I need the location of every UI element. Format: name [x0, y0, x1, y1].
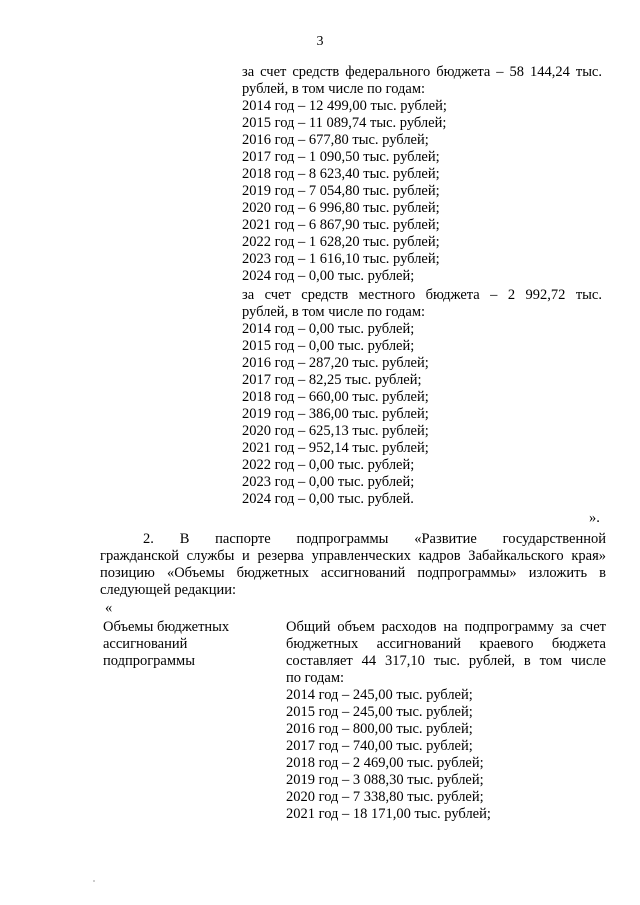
table-right-line-1: Общий объем расходов на подпрограмму за счет [286, 619, 606, 635]
table-left-label-3: подпрограммы [103, 653, 195, 669]
local-budget-line-2: рублей, в том числе по годам: [242, 304, 426, 320]
federal-year-2014: 2014 год – 12 499,00 тыс. рублей; [242, 98, 447, 114]
federal-budget-line-2: рублей, в том числе по годам: [242, 81, 426, 97]
federal-year-2021: 2021 год – 6 867,90 тыс. рублей; [242, 217, 440, 233]
federal-year-2020: 2020 год – 6 996,80 тыс. рублей; [242, 200, 440, 216]
local-year-2018: 2018 год – 660,00 тыс. рублей; [242, 389, 429, 405]
page-number: 3 [316, 34, 324, 49]
table-year-2020: 2020 год – 7 338,80 тыс. рублей; [286, 789, 484, 805]
local-year-2015: 2015 год – 0,00 тыс. рублей; [242, 338, 415, 354]
federal-year-2018: 2018 год – 8 623,40 тыс. рублей; [242, 166, 440, 182]
table-year-2016: 2016 год – 800,00 тыс. рублей; [286, 721, 473, 737]
table-right-line-3: составляет 44 317,10 тыс. рублей, в том числе [286, 653, 606, 669]
table-year-2014: 2014 год – 245,00 тыс. рублей; [286, 687, 473, 703]
scan-speck [93, 880, 95, 882]
federal-year-2016: 2016 год – 677,80 тыс. рублей; [242, 132, 429, 148]
local-year-2017: 2017 год – 82,25 тыс. рублей; [242, 372, 422, 388]
federal-year-2024: 2024 год – 0,00 тыс. рублей; [242, 268, 415, 284]
local-year-2021: 2021 год – 952,14 тыс. рублей; [242, 440, 429, 456]
local-year-2020: 2020 год – 625,13 тыс. рублей; [242, 423, 429, 439]
table-year-2018: 2018 год – 2 469,00 тыс. рублей; [286, 755, 484, 771]
paragraph-2-line-3: позицию «Объемы бюджетных ассигнований подпрограммы» изложить в [100, 565, 606, 581]
closing-quote: ». [589, 510, 600, 526]
table-year-2015: 2015 год – 245,00 тыс. рублей; [286, 704, 473, 720]
paragraph-2-line-4: следующей редакции: [100, 582, 237, 598]
federal-budget-line: за счет средств федерального бюджета – 58 144,24 тыс. [242, 64, 602, 80]
local-year-2019: 2019 год – 386,00 тыс. рублей; [242, 406, 429, 422]
local-year-2024: 2024 год – 0,00 тыс. рублей. [242, 491, 414, 507]
table-right-line-2: бюджетных ассигнований краевого бюджета [286, 636, 606, 652]
table-right-line-4: по годам: [286, 670, 345, 686]
federal-year-2023: 2023 год – 1 616,10 тыс. рублей; [242, 251, 440, 267]
table-year-2019: 2019 год – 3 088,30 тыс. рублей; [286, 772, 484, 788]
federal-year-2015: 2015 год – 11 089,74 тыс. рублей; [242, 115, 447, 131]
local-year-2023: 2023 год – 0,00 тыс. рублей; [242, 474, 415, 490]
local-budget-line: за счет средств местного бюджета – 2 992,72 тыс. [242, 287, 602, 303]
table-left-label-1: Объемы бюджетных [103, 619, 230, 635]
federal-year-2017: 2017 год – 1 090,50 тыс. рублей; [242, 149, 440, 165]
table-year-2017: 2017 год – 740,00 тыс. рублей; [286, 738, 473, 754]
table-year-2021: 2021 год – 18 171,00 тыс. рублей; [286, 806, 491, 822]
local-year-2014: 2014 год – 0,00 тыс. рублей; [242, 321, 415, 337]
paragraph-2-line-2: гражданской службы и резерва управленческих кадров Забайкальского края» [100, 548, 606, 564]
federal-year-2019: 2019 год – 7 054,80 тыс. рублей; [242, 183, 440, 199]
opening-quote: « [105, 600, 113, 616]
local-year-2016: 2016 год – 287,20 тыс. рублей; [242, 355, 429, 371]
federal-year-2022: 2022 год – 1 628,20 тыс. рублей; [242, 234, 440, 250]
paragraph-2-line-1: 2. В паспорте подпрограммы «Развитие государственной [143, 531, 606, 547]
local-year-2022: 2022 год – 0,00 тыс. рублей; [242, 457, 415, 473]
table-left-label-2: ассигнований [103, 636, 188, 652]
